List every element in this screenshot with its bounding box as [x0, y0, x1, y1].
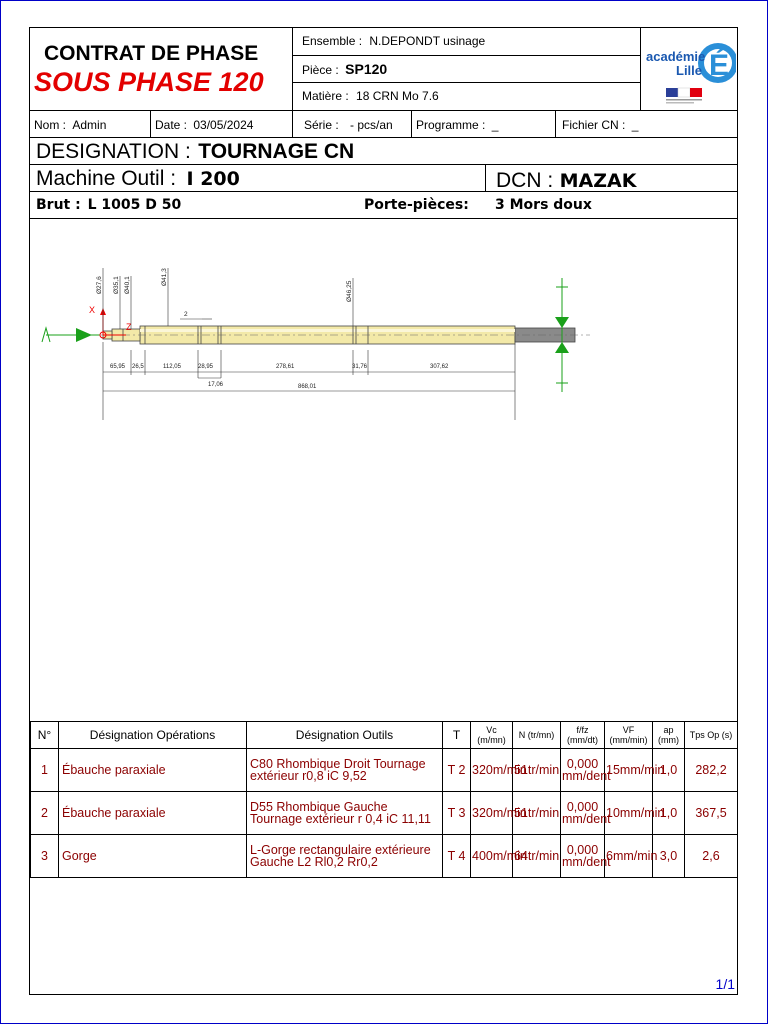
- len-label-8: 17,06: [208, 382, 224, 388]
- header-ap: ap (mm): [653, 722, 685, 749]
- machine-field: [36, 167, 240, 191]
- nom-value: Admin: [72, 118, 107, 132]
- ensemble-value: N.DEPONDT usinage: [369, 34, 486, 48]
- row-vf: 15mm/min: [605, 749, 653, 792]
- row-tps: 282,2: [685, 749, 738, 792]
- brut-label: Brut :: [36, 197, 81, 213]
- brut-field: [36, 197, 181, 213]
- row-vc: 400m/min: [471, 835, 513, 878]
- date-label: Date :: [155, 118, 188, 132]
- table-row: [31, 792, 738, 835]
- row-nrot: 64tr/min: [513, 835, 561, 878]
- shaft-highlight: [140, 329, 515, 332]
- row-vf: 6mm/min: [605, 835, 653, 878]
- academie-lille-logo: [642, 30, 736, 108]
- diam-label-1: Ø27,6: [96, 276, 103, 294]
- programme-field: [416, 118, 498, 132]
- brut-value: L 1005 D 50: [87, 197, 182, 213]
- diam-label-4: Ø41,3: [161, 268, 168, 286]
- row-tool: C80 Rhombique Droit Tournage extérieur r0,8 iC 9,52: [247, 749, 443, 792]
- page-number: 1/1: [715, 976, 735, 992]
- dcn-value: MAZAK: [559, 170, 637, 192]
- header-vf: VF (mm/min): [605, 722, 653, 749]
- serie-value: - pcs/an: [350, 118, 393, 132]
- row-tool: L-Gorge rectangulaire extérieure Gauche L2 Rl0,2 Rr0,2: [247, 835, 443, 878]
- operations-table: [30, 721, 738, 878]
- row-f: 0,000 mm/dent: [561, 835, 605, 878]
- matiere-label: Matière :: [302, 89, 349, 103]
- row-operation: Ébauche paraxiale: [59, 749, 247, 792]
- table-row: [31, 749, 738, 792]
- diam-label-2: Ø35,1: [113, 276, 120, 294]
- matiere-field: [302, 89, 439, 103]
- contrat-sheet: [29, 27, 738, 995]
- length-dimensions: [103, 342, 515, 420]
- logo-line1: académie: [646, 49, 706, 64]
- table-row: [31, 835, 738, 878]
- diam-label-5: Ø46,25: [346, 280, 353, 302]
- row-operation: Ébauche paraxiale: [59, 792, 247, 835]
- designation-value: TOURNAGE CN: [198, 140, 355, 163]
- header-tps: Tps Op (s): [685, 722, 738, 749]
- row-nrot: 51tr/min: [513, 749, 561, 792]
- programme-label: Programme :: [416, 118, 486, 132]
- diameter-leaders: [103, 268, 353, 331]
- porte-pieces-field: [364, 197, 469, 213]
- logo-line2: Lille: [676, 63, 703, 78]
- row-t: T 4: [443, 835, 471, 878]
- designation-label: DESIGNATION :: [36, 140, 191, 163]
- len-label-3: 112,05: [163, 364, 181, 370]
- row-f: 0,000 mm/dent: [561, 749, 605, 792]
- row-num: 3: [31, 835, 59, 878]
- row-num: 2: [31, 792, 59, 835]
- date-field: [155, 118, 253, 132]
- header-f: f/fz (mm/dt): [561, 722, 605, 749]
- header-t: T: [443, 722, 471, 749]
- programme-value: _: [491, 118, 499, 132]
- piece-value: SP120: [345, 61, 388, 77]
- header-operations: Désignation Opérations: [59, 722, 247, 749]
- row-operation: Gorge: [59, 835, 247, 878]
- row-vf: 10mm/min: [605, 792, 653, 835]
- machine-label: Machine Outil :: [36, 167, 177, 190]
- row-t: T 3: [443, 792, 471, 835]
- axis-x-label: X: [89, 305, 96, 315]
- piece-field: [302, 61, 387, 79]
- left-datum-symbol: [42, 328, 100, 342]
- fichier-value: _: [631, 118, 639, 132]
- porte-pieces-label: Porte-pièces:: [364, 197, 469, 213]
- row-ap: 3,0: [653, 835, 685, 878]
- header-vc: Vc (m/mn): [471, 722, 513, 749]
- ensemble-label: Ensemble :: [302, 34, 363, 48]
- len-label-9: 868,01: [298, 384, 317, 390]
- length-labels: [110, 364, 449, 390]
- date-value: 03/05/2024: [193, 118, 254, 132]
- designation-field: [36, 140, 354, 164]
- piece-label: Pièce :: [302, 63, 339, 77]
- ensemble-field: [302, 34, 485, 48]
- nom-label: Nom :: [34, 118, 67, 132]
- len-label-1: 65,95: [110, 364, 126, 370]
- header-n: N (tr/mn): [513, 722, 561, 749]
- header-outils: Désignation Outils: [247, 722, 443, 749]
- row-num: 1: [31, 749, 59, 792]
- logo-graphic: [642, 30, 736, 108]
- fichier-label: Fichier CN :: [562, 118, 626, 132]
- logo-letter: É: [709, 49, 730, 82]
- header-num: N°: [31, 722, 59, 749]
- row-ap: 1,0: [653, 749, 685, 792]
- serie-field: [304, 118, 393, 132]
- len-label-4: 28,95: [198, 364, 214, 370]
- part-drawing: [30, 220, 737, 420]
- len-label-5: 278,61: [276, 364, 295, 370]
- row-f: 0,000 mm/dent: [561, 792, 605, 835]
- row-tps: 2,6: [685, 835, 738, 878]
- sous-phase-title: SOUS PHASE 120: [34, 67, 264, 97]
- row-nrot: 51tr/min: [513, 792, 561, 835]
- diameter-labels: [96, 268, 353, 302]
- axis-z-label: Z: [126, 322, 132, 332]
- porte-pieces-value: 3 Mors doux: [495, 197, 592, 213]
- serie-label: Série :: [304, 118, 339, 132]
- row-tool: D55 Rhombique Gauche Tournage extérieur r 0,4 iC 11,11: [247, 792, 443, 835]
- row-ap: 1,0: [653, 792, 685, 835]
- fichier-field: [562, 118, 638, 132]
- diam-label-3: Ø40,1: [124, 276, 131, 294]
- row-t: T 2: [443, 749, 471, 792]
- row-tps: 367,5: [685, 792, 738, 835]
- dcn-label: DCN :: [496, 169, 554, 192]
- matiere-value: 18 CRN Mo 7.6: [356, 89, 439, 103]
- len-label-6: 31,76: [352, 364, 368, 370]
- nom-field: [34, 118, 106, 132]
- contrat-title: CONTRAT DE PHASE: [44, 42, 259, 65]
- dcn-field: [496, 169, 636, 193]
- dim-label-groove: 2: [184, 311, 188, 318]
- row-vc: 320m/min: [471, 792, 513, 835]
- operations-header-row: [31, 722, 738, 749]
- len-label-2: 26,5: [132, 364, 144, 370]
- machine-value: I 200: [186, 168, 240, 190]
- len-label-7: 307,62: [430, 364, 449, 370]
- row-vc: 320m/min: [471, 749, 513, 792]
